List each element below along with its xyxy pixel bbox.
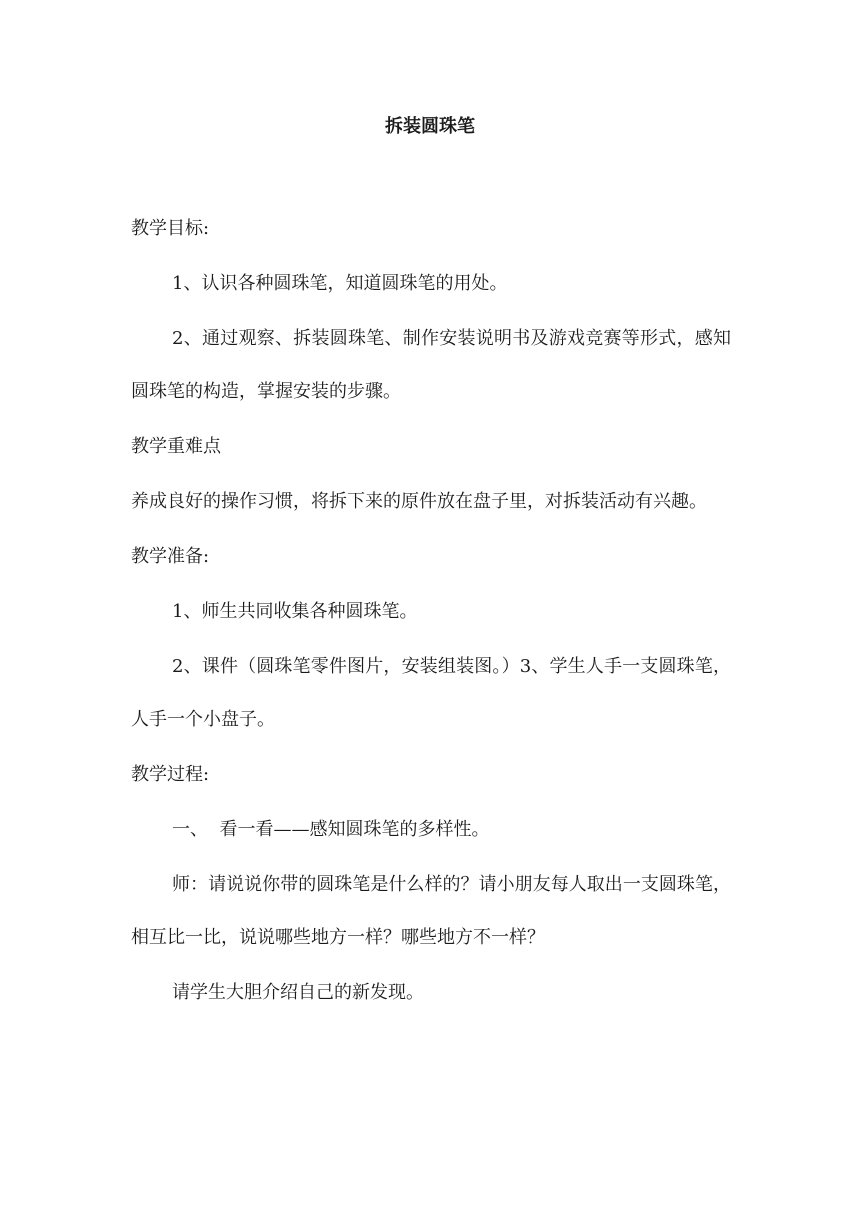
goals-heading: 教学目标:: [131, 218, 210, 239]
goal-1: 1、认识各种圆珠笔，知道圆珠笔的用处。: [172, 273, 508, 294]
goal-2: 2、通过观察、拆装圆珠笔、制作安装说明书及游戏竞赛等形式，感知圆珠笔的构造，掌握安装的步骤。: [131, 328, 731, 402]
prep-2: 2、课件（圆珠笔零件图片，安装组装图。）3、学生人手一支圆珠笔，人手一个小盘子。: [131, 656, 731, 730]
step-1: 一、 看一看——感知圆珠笔的多样性。: [172, 819, 490, 840]
step-1-students: 请学生大胆介绍自己的新发现。: [172, 982, 424, 1003]
prep-1: 1、师生共同收集各种圆珠笔。: [172, 601, 418, 622]
step-1-teacher: 师：请说说你带的圆珠笔是什么样的？请小朋友每人取出一支圆珠笔，相互比一比，说说哪些地方一样？哪些地方不一样？: [131, 874, 731, 948]
key-points: 养成良好的操作习惯，将拆下来的原件放在盘子里，对拆装活动有兴趣。: [131, 491, 707, 512]
prep-heading: 教学准备:: [131, 546, 210, 567]
document-title: 拆装圆珠笔: [385, 116, 475, 137]
document-body: [131, 214, 731, 1033]
process-heading: 教学过程:: [131, 764, 210, 785]
key-points-heading: 教学重难点: [131, 436, 221, 457]
